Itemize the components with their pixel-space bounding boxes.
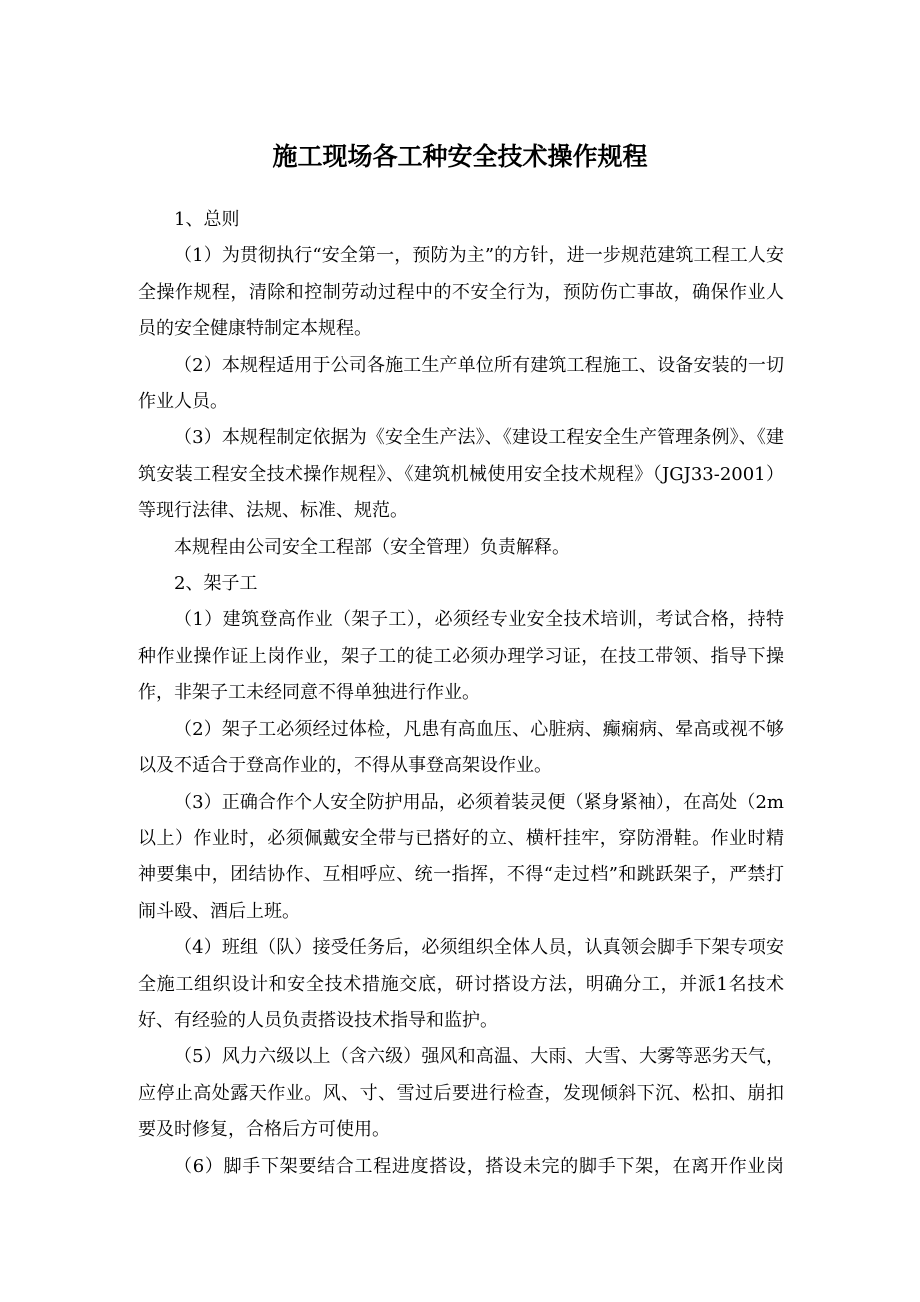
document-body (138, 202, 784, 1185)
paragraph-general-1: （1）为贯彻执行“安全第一，预防为主”的方针，进一步规范建筑工程工人安全操作规程，清除和控制劳动过程中的不安全行为，预防伤亡事故，确保作业人员的安全健康特制定本规程。 (138, 245, 784, 340)
paragraph-scaffolder-2: （2）架子工必须经过体检，凡患有高血压、心脏病、癫痫病、晕高或视不够以及不适合于登高作业的，不得从事登高架设作业。 (138, 718, 784, 777)
document-title: 施工现场各工种安全技术操作规程 (272, 142, 648, 171)
paragraph-general-2: （2）本规程适用于公司各施工生产单位所有建筑工程施工、设备安装的一切作业人员。 (138, 354, 784, 413)
section-heading-scaffolder: 2、架子工 (174, 573, 258, 595)
paragraph-scaffolder-4: （4）班组（队）接受任务后，必须组织全体人员，认真领会脚手下架专项安全施工组织设计和安全技术措施交底，研讨搭设方法，明确分工，并派1名技术好、有经验的人员负责搭设技术指导和监护。 (138, 937, 784, 1031)
paragraph-scaffolder-5: （5）风力六级以上（含六级）强风和高温、大雨、大雪、大雾等恶劣天气，应停止高处露天作业。风、寸、雪过后要进行检查，发现倾斜下沉、松扣、崩扣要及时修复，合格后方可使用。 (138, 1046, 784, 1141)
section-heading-general: 1、总则 (174, 209, 240, 230)
paragraph-interpretation: 本规程由公司安全工程部（安全管理）负责解释。 (174, 536, 570, 558)
paragraph-scaffolder-3: （3）正确合作个人安全防护用品，必须着装灵便（紧身紧袖），在高处（2m以上）作业时，必须佩戴安全带与已搭好的立、横杆挂牢，穿防滑鞋。作业时精神要集中，团结协作、互相呼应、统一指挥，不得“走过档”和跳跃架子，严禁打闹斗殴、酒后上班。 (138, 791, 784, 922)
paragraph-general-3: （3）本规程制定依据为《安全生产法》、《建设工程安全生产管理条例》、《建筑安装工程安全技术操作规程》、《建筑机械使用安全技术规程》（JGJ33-2001）等现行法律、法规、标准、规范。 (138, 427, 784, 522)
paragraph-scaffolder-1: （1）建筑登高作业（架子工），必须经专业安全技术培训，考试合格，持特种作业操作证上岗作业，架子工的徒工必须办理学习证，在技工带领、指导下操作，非架子工未经同意不得单独进行作业。 (138, 609, 784, 704)
paragraph-scaffolder-6: （6）脚手下架要结合工程进度搭设，搭设未完的脚手下架，在离开作业岗 (174, 1155, 784, 1177)
